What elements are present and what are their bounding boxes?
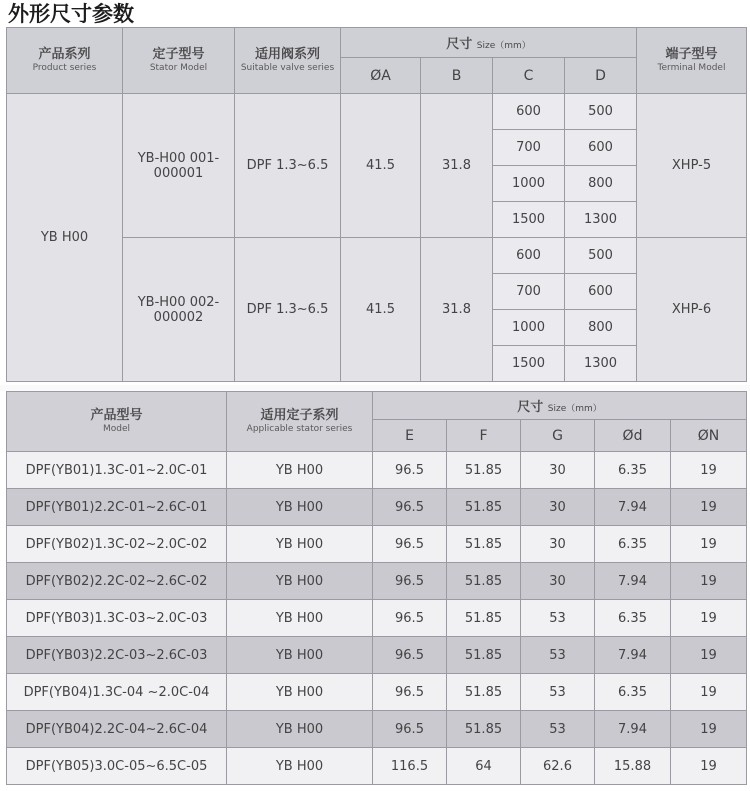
dim-on-cell: 19 (671, 489, 747, 526)
header-model: 产品型号 Model (7, 392, 227, 452)
dim-c-cell: 1000 (493, 310, 565, 346)
dim-od-cell: 6.35 (595, 452, 671, 489)
valve-series-cell: DPF 1.3~6.5 (235, 94, 341, 238)
header-col-f: F (447, 420, 521, 452)
header-col-b: B (421, 58, 493, 94)
dim-f-cell: 51.85 (447, 526, 521, 563)
dim-d-cell: 1300 (565, 346, 637, 382)
dim-c-cell: 600 (493, 94, 565, 130)
header-col-a: ØA (341, 58, 421, 94)
dim-d-cell: 500 (565, 94, 637, 130)
dim-b-cell: 31.8 (421, 94, 493, 238)
header-stator-model: 定子型号 Stator Model (123, 28, 235, 94)
dim-od-cell: 7.94 (595, 711, 671, 748)
dim-e-cell: 96.5 (373, 637, 447, 674)
stator-series-cell: YB H00 (227, 674, 373, 711)
header-valve-series: 适用阀系列 Suitable valve series (235, 28, 341, 94)
header-col-d: D (565, 58, 637, 94)
table-row (7, 637, 747, 674)
header-col-g: G (521, 420, 595, 452)
product-series-cell: YB H00 (7, 94, 123, 382)
dim-d-cell: 500 (565, 238, 637, 274)
stator-series-cell: YB H00 (227, 748, 373, 785)
dim-f-cell: 51.85 (447, 637, 521, 674)
header-col-on: ØN (671, 420, 747, 452)
dim-on-cell: 19 (671, 600, 747, 637)
dim-f-cell: 51.85 (447, 600, 521, 637)
dim-c-cell: 700 (493, 130, 565, 166)
dim-d-cell: 800 (565, 166, 637, 202)
dim-od-cell: 6.35 (595, 674, 671, 711)
dim-g-cell: 53 (521, 637, 595, 674)
dim-g-cell: 53 (521, 674, 595, 711)
stator-series-cell: YB H00 (227, 600, 373, 637)
dim-od-cell: 7.94 (595, 563, 671, 600)
dim-b-cell: 31.8 (421, 238, 493, 382)
table-row (7, 526, 747, 563)
table-row (7, 711, 747, 748)
dim-d-cell: 800 (565, 310, 637, 346)
dim-e-cell: 96.5 (373, 711, 447, 748)
dim-od-cell: 7.94 (595, 489, 671, 526)
dim-d-cell: 1300 (565, 202, 637, 238)
dim-a-cell: 41.5 (341, 94, 421, 238)
dim-f-cell: 51.85 (447, 563, 521, 600)
header-product-series: 产品系列 Product series (7, 28, 123, 94)
header-size: 尺寸 Size（mm） (373, 392, 747, 420)
stator-series-cell: YB H00 (227, 563, 373, 600)
dim-on-cell: 19 (671, 674, 747, 711)
dim-f-cell: 51.85 (447, 452, 521, 489)
model-cell: DPF(YB03)2.2C-03~2.6C-03 (7, 637, 227, 674)
header-size: 尺寸 Size（mm） (341, 28, 637, 58)
table-row (7, 600, 747, 637)
dim-g-cell: 30 (521, 452, 595, 489)
dim-d-cell: 600 (565, 274, 637, 310)
valve-series-cell: DPF 1.3~6.5 (235, 238, 341, 382)
header-col-od: Ød (595, 420, 671, 452)
header-col-e: E (373, 420, 447, 452)
stator-series-cell: YB H00 (227, 526, 373, 563)
model-cell: DPF(YB04)2.2C-04~2.6C-04 (7, 711, 227, 748)
dim-on-cell: 19 (671, 526, 747, 563)
table-row (7, 674, 747, 711)
model-cell: DPF(YB01)1.3C-01~2.0C-01 (7, 452, 227, 489)
dim-f-cell: 51.85 (447, 489, 521, 526)
dim-e-cell: 96.5 (373, 526, 447, 563)
dim-on-cell: 19 (671, 452, 747, 489)
dim-g-cell: 53 (521, 600, 595, 637)
model-cell: DPF(YB01)2.2C-01~2.6C-01 (7, 489, 227, 526)
dim-e-cell: 96.5 (373, 563, 447, 600)
stator-model-cell: YB-H00 001-000001 (123, 94, 235, 238)
stator-dimension-table (6, 27, 747, 382)
page-title: 外形尺寸参数 (8, 2, 134, 26)
model-cell: DPF(YB03)1.3C-03~2.0C-03 (7, 600, 227, 637)
dim-c-cell: 1000 (493, 166, 565, 202)
dim-on-cell: 19 (671, 711, 747, 748)
dim-on-cell: 19 (671, 563, 747, 600)
dim-d-cell: 600 (565, 130, 637, 166)
dim-f-cell: 51.85 (447, 711, 521, 748)
dim-g-cell: 53 (521, 711, 595, 748)
dim-e-cell: 96.5 (373, 452, 447, 489)
table-row (7, 452, 747, 489)
dim-g-cell: 62.6 (521, 748, 595, 785)
table-row (7, 489, 747, 526)
header-stator-series: 适用定子系列 Applicable stator series (227, 392, 373, 452)
stator-model-cell: YB-H00 002-000002 (123, 238, 235, 382)
dim-e-cell: 116.5 (373, 748, 447, 785)
dim-od-cell: 6.35 (595, 526, 671, 563)
dim-on-cell: 19 (671, 748, 747, 785)
header-col-c: C (493, 58, 565, 94)
stator-series-cell: YB H00 (227, 452, 373, 489)
dim-on-cell: 19 (671, 637, 747, 674)
valve-model-table (6, 391, 747, 785)
model-cell: DPF(YB02)2.2C-02~2.6C-02 (7, 563, 227, 600)
model-cell: DPF(YB02)1.3C-02~2.0C-02 (7, 526, 227, 563)
terminal-model-cell: XHP-6 (637, 238, 747, 382)
dim-od-cell: 15.88 (595, 748, 671, 785)
stator-series-cell: YB H00 (227, 637, 373, 674)
table-row (7, 748, 747, 785)
dim-g-cell: 30 (521, 563, 595, 600)
dim-g-cell: 30 (521, 526, 595, 563)
dim-c-cell: 700 (493, 274, 565, 310)
dim-e-cell: 96.5 (373, 600, 447, 637)
dim-c-cell: 600 (493, 238, 565, 274)
dim-od-cell: 7.94 (595, 637, 671, 674)
dim-c-cell: 1500 (493, 346, 565, 382)
dim-od-cell: 6.35 (595, 600, 671, 637)
dim-e-cell: 96.5 (373, 674, 447, 711)
dim-a-cell: 41.5 (341, 238, 421, 382)
dim-e-cell: 96.5 (373, 489, 447, 526)
dim-f-cell: 64 (447, 748, 521, 785)
dim-f-cell: 51.85 (447, 674, 521, 711)
terminal-model-cell: XHP-5 (637, 94, 747, 238)
stator-series-cell: YB H00 (227, 489, 373, 526)
dim-c-cell: 1500 (493, 202, 565, 238)
table-row (7, 563, 747, 600)
stator-series-cell: YB H00 (227, 711, 373, 748)
model-cell: DPF(YB05)3.0C-05~6.5C-05 (7, 748, 227, 785)
header-terminal-model: 端子型号 Terminal Model (637, 28, 747, 94)
model-cell: DPF(YB04)1.3C-04 ~2.0C-04 (7, 674, 227, 711)
dim-g-cell: 30 (521, 489, 595, 526)
